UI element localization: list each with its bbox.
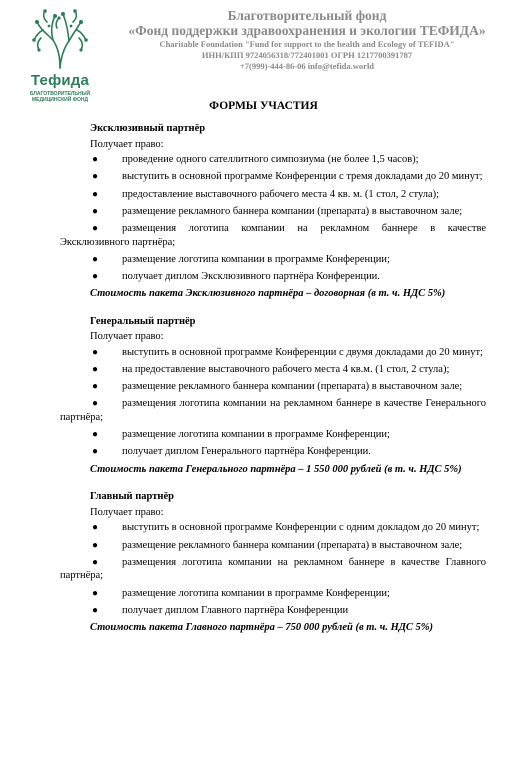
list-item: ● размещение рекламного баннера компании (препарата) в выставочном зале; — [92, 539, 463, 551]
bullet-icon: ● — [92, 446, 99, 458]
document-body — [60, 122, 486, 649]
list-item: ● размещение рекламного баннера компании (препарата) в выставочном зале; — [92, 205, 463, 217]
section-main-partner — [60, 490, 486, 634]
foundation-registration: ИНН/КПП 9724056318/772401001 ОГРН 1217700391787 — [201, 50, 413, 60]
logo-subtitle: БЛАГОТВОРИТЕЛЬНЫЙ МЕДИЦИНСКИЙ ФОНД — [29, 91, 91, 103]
list-item: ● выступить в основной программе Конференции с одним докладом до 20 минут; — [92, 522, 480, 534]
section-general-partner — [60, 315, 486, 477]
bullet-icon: ● — [92, 253, 99, 265]
list-item: ● размещение логотипа компании в программе Конференции; — [92, 253, 390, 265]
tree-head-icon — [31, 8, 89, 70]
foundation-logo — [27, 8, 93, 104]
list-item: ● размещения логотипа компании на рекламном баннере в качестве Генерального партнёра; — [60, 398, 486, 424]
list-item: ● получает диплом Генерального партнёра Конференции. — [92, 446, 371, 458]
document-title: ФОРМЫ УЧАСТИЯ — [209, 100, 318, 112]
bullet-icon: ● — [92, 171, 99, 183]
bullet-icon: ● — [92, 429, 99, 441]
bullet-icon: ● — [92, 539, 99, 551]
list-item: ● размещения логотипа компании на рекламном баннере в качестве Главного партнёра; — [60, 556, 486, 582]
bullet-icon: ● — [92, 398, 99, 410]
section-intro: Получает право: — [90, 506, 164, 518]
list-item: ● размещение логотипа компании в программе Конференции; — [92, 587, 390, 599]
section-title: Эксклюзивный партнёр — [90, 123, 206, 134]
list-item: ● на предоставление выставочного рабочего места 4 кв.м. (1 стол, 2 стула); — [92, 364, 450, 376]
list-item: ● размещение рекламного баннера компании (препарата) в выставочном зале; — [92, 381, 463, 393]
foundation-type: Благотворительный фонд — [227, 8, 387, 23]
bullet-icon: ● — [92, 604, 99, 616]
bullet-icon: ● — [92, 522, 99, 534]
bullet-icon: ● — [92, 270, 99, 282]
list-item: ● размещение логотипа компании в программе Конференции; — [92, 429, 390, 441]
list-item: ● получает диплом Главного партнёра Конференции — [92, 604, 349, 616]
package-price: Стоимость пакета Главного партнёра – 750 000 рублей (в т. ч. НДС 5%) — [90, 621, 434, 633]
bullet-icon: ● — [92, 556, 99, 568]
package-price: Стоимость пакета Эксклюзивного партнёра – договорная (в т. ч. НДС 5%) — [90, 288, 446, 300]
section-intro: Получает право: — [90, 138, 164, 150]
list-item: ● выступить в основной программе Конференции с двумя докладами до 20 минут; — [92, 346, 483, 358]
package-price: Стоимость пакета Генерального партнёра – 1 550 000 рублей (в т. ч. НДС 5%) — [90, 463, 462, 475]
foundation-contacts: +7(999)-444-86-06 info@tefida.world — [239, 61, 375, 71]
bullet-icon: ● — [92, 188, 99, 200]
letterhead — [104, 8, 510, 72]
list-item: ● размещения логотипа компании на рекламном баннере в качестве Эксклюзивного партнёра; — [60, 222, 486, 248]
bullet-icon: ● — [92, 587, 99, 599]
list-item: ● выступить в основной программе Конференции с тремя докладами до 20 минут; — [92, 171, 483, 183]
foundation-name-en: Charitable Foundation "Fund for support to the health and Ecology of TEFIDA" — [159, 39, 455, 49]
bullet-icon: ● — [92, 222, 99, 234]
bullet-icon: ● — [92, 364, 99, 376]
logo-name: Тефида — [30, 72, 90, 89]
section-intro: Получает право: — [90, 331, 164, 343]
section-exclusive-partner — [60, 122, 486, 301]
bullet-icon: ● — [92, 346, 99, 358]
list-item: ● получает диплом Эксклюзивного партнёра Конференции. — [92, 270, 380, 282]
bullet-icon: ● — [92, 154, 99, 166]
section-title: Генеральный партнёр — [90, 315, 196, 327]
bullet-icon: ● — [92, 205, 99, 217]
bullet-icon: ● — [92, 381, 99, 393]
section-title: Главный партнёр — [90, 491, 174, 503]
list-item: ● предоставление выставочного рабочего места 4 кв. м. (1 стол, 2 стула); — [92, 188, 440, 200]
list-item: ● проведение одного сателлитного симпозиума (не более 1,5 часов); — [92, 154, 419, 166]
foundation-name: «Фонд поддержки здравоохранения и экологии ТЕФИДА» — [128, 23, 486, 38]
